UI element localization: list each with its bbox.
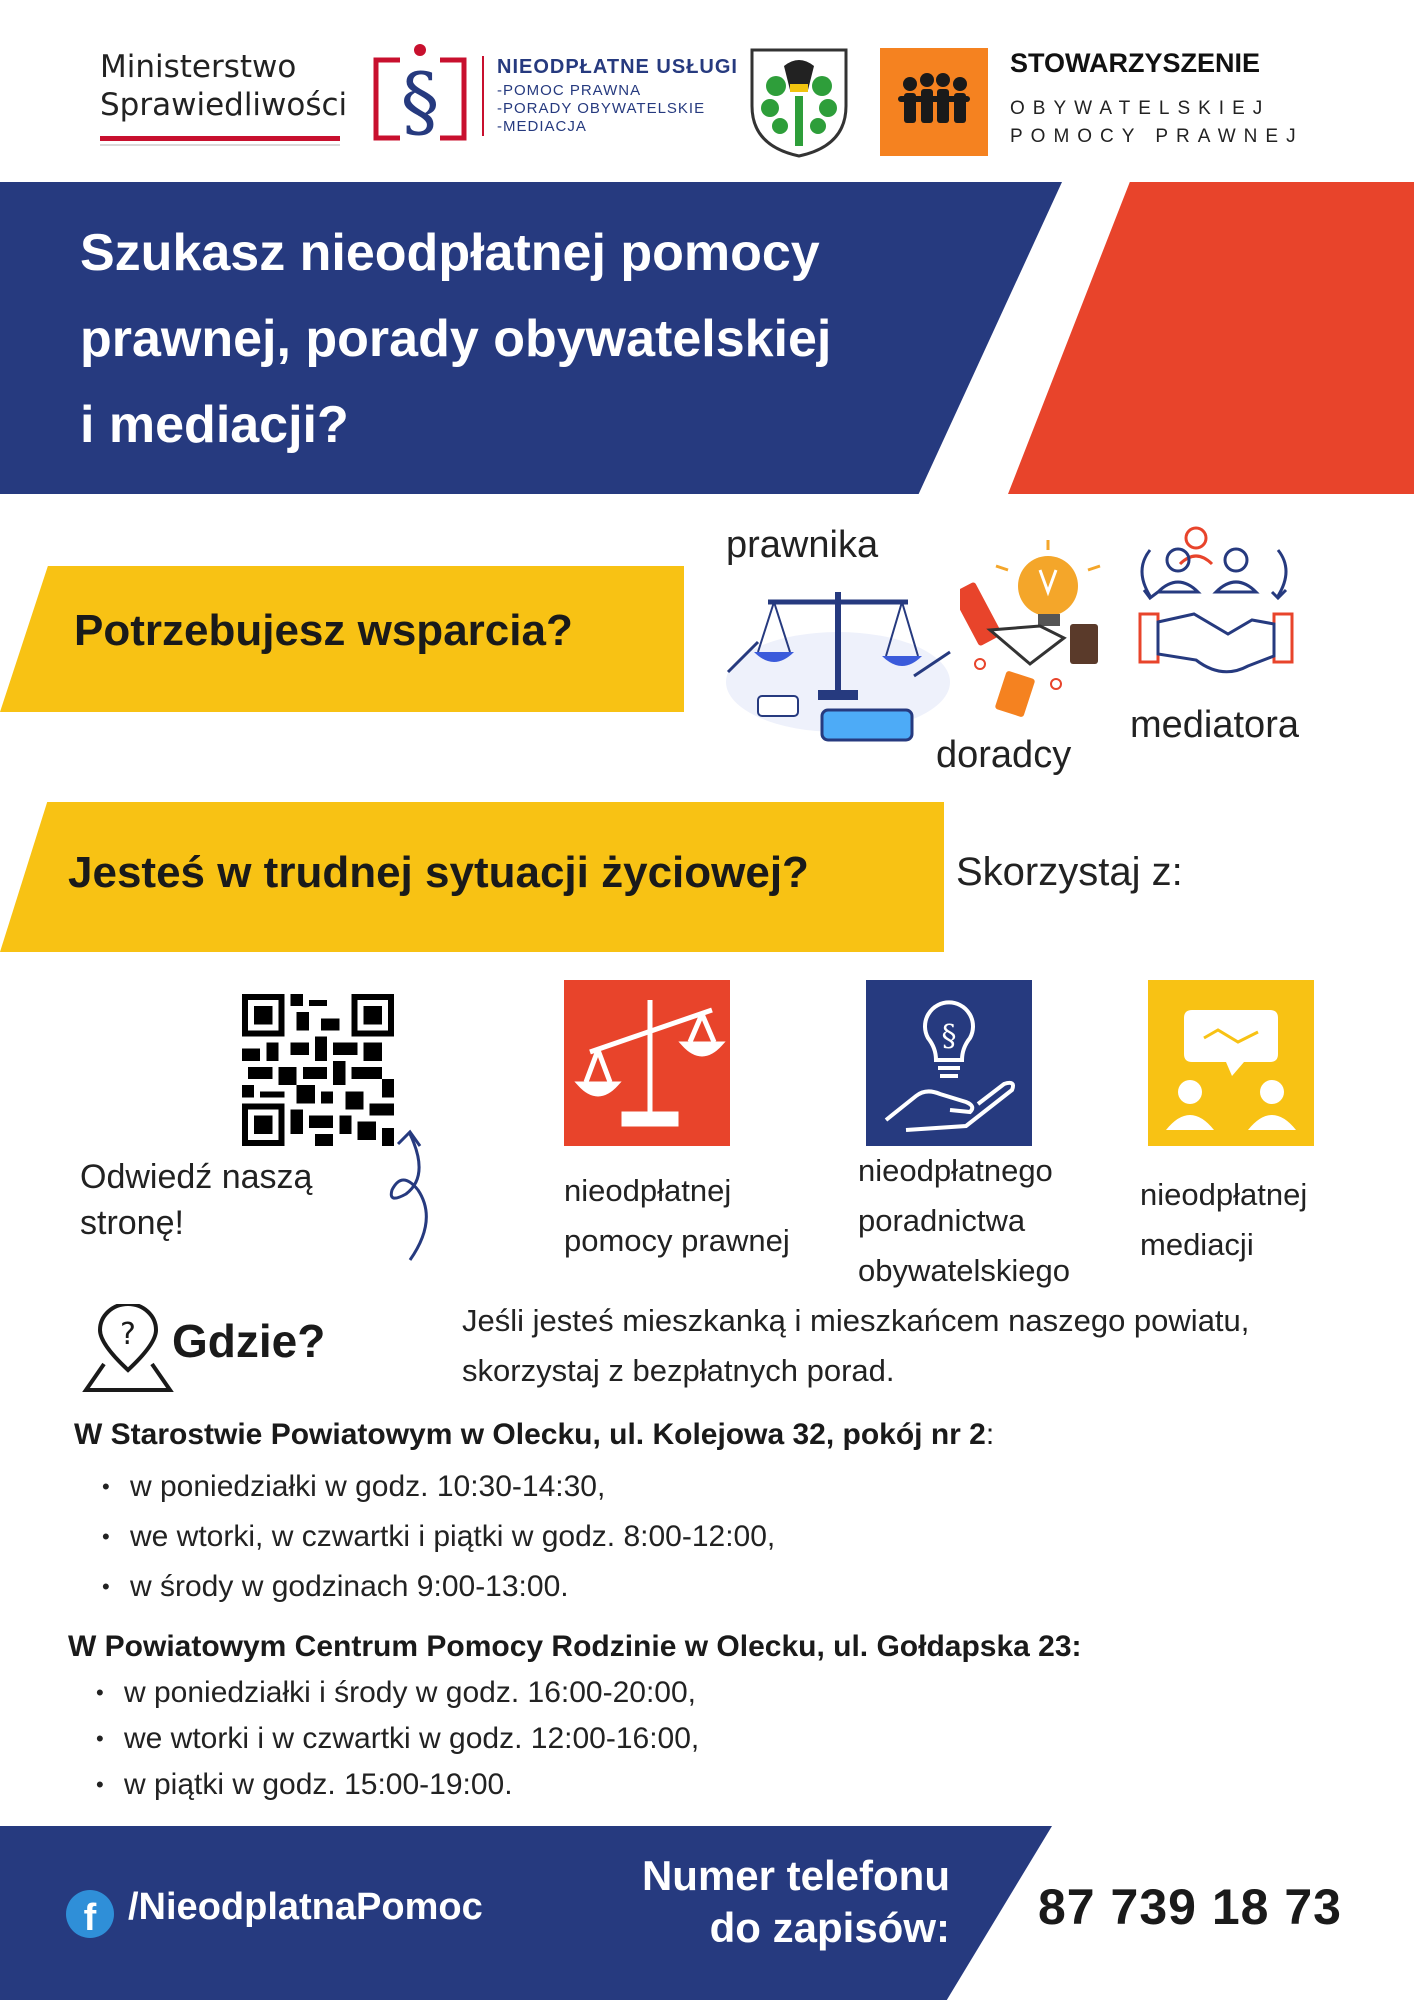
- phone-number[interactable]: 87 739 18 73: [1038, 1879, 1342, 1935]
- mediation-people-chat-icon: [1148, 980, 1314, 1146]
- location-pin-question-icon: [82, 1304, 174, 1394]
- legal-aid-line1: nieodpłatnej: [564, 1173, 732, 1208]
- location1-name: W Starostwie Powiatowym w Olecku, ul. Kolejowa 32, pokój nr 2: [74, 1418, 986, 1451]
- visit-line2: stronę!: [80, 1204, 184, 1242]
- civic-counselling-label: [858, 1146, 1070, 1296]
- ministry-name-line2: Sprawiedliwości: [100, 87, 348, 123]
- location1-heading: [74, 1418, 994, 1452]
- coat-of-arms-icon: [748, 46, 850, 158]
- ministry-name-line1: Ministerstwo: [100, 49, 297, 85]
- location2-heading: W Powiatowym Centrum Pomocy Rodzinie w Olecku, ul. Gołdapska 23:: [68, 1630, 1082, 1663]
- location2-hours-list: [94, 1670, 699, 1808]
- association-title: STOWARZYSZENIE: [1010, 48, 1261, 78]
- where-heading: Gdzie?: [172, 1315, 326, 1367]
- curly-arrow-icon: [380, 1120, 440, 1266]
- ministry-logo-text: [100, 48, 347, 124]
- hero-red-banner: [1008, 182, 1414, 494]
- free-services-line1: -POMOC PRAWNA: [497, 82, 642, 99]
- legal-aid-line2: pomocy prawnej: [564, 1223, 790, 1258]
- list-item: • w piątki w godz. 15:00-19:00.: [124, 1762, 699, 1808]
- legal-aid-scales-icon: [564, 980, 730, 1146]
- mediator-label: mediatora: [1130, 704, 1299, 746]
- qr-code-icon[interactable]: [242, 994, 394, 1146]
- paragraph-logo-icon: [370, 42, 470, 146]
- mediation-line2: mediacji: [1140, 1227, 1254, 1262]
- where-intro-line1: Jeśli jesteś mieszkanką i mieszkańcem naszego powiatu,: [462, 1303, 1250, 1338]
- mediator-people-handshake-icon: [1132, 510, 1300, 690]
- list-item: • w poniedziałki w godz. 10:30-14:30,: [130, 1462, 775, 1512]
- list-item: • w środy w godzinach 9:00-13:00.: [130, 1562, 775, 1612]
- ministry-logo-bar-grey: [100, 144, 340, 146]
- civic-line3: obywatelskiego: [858, 1253, 1070, 1288]
- visit-line1: Odwiedź naszą: [80, 1158, 313, 1196]
- facebook-link[interactable]: /NieodplatnaPomoc: [128, 1886, 483, 1928]
- phone-label: [560, 1850, 950, 1954]
- list-item: • we wtorki i w czwartki w godz. 12:00-16:00,: [124, 1716, 699, 1762]
- list-item: • w poniedziałki i środy w godz. 16:00-20:00,: [124, 1670, 699, 1716]
- visit-website-text: [80, 1154, 312, 1246]
- ministry-logo-bar-red: [100, 136, 340, 141]
- advisor-label: doradcy: [936, 734, 1072, 776]
- location1-hours-list: [100, 1462, 775, 1612]
- hero-title-line2: prawnej, porady obywatelskiej: [80, 310, 832, 368]
- facebook-f-glyph: f: [83, 1897, 97, 1939]
- hero-title: [80, 210, 980, 468]
- people-group-icon: [880, 48, 988, 156]
- list-item: • we wtorki, w czwartki i piątki w godz. 8:00-12:00,: [130, 1512, 775, 1562]
- use-services-text: Skorzystaj z:: [956, 850, 1183, 894]
- phone-label-line1: Numer telefonu: [641, 1852, 950, 1899]
- civic-line1: nieodpłatnego: [858, 1153, 1053, 1188]
- phone-label-line2: do zapisów:: [709, 1904, 950, 1951]
- support-question: Potrzebujesz wsparcia?: [74, 606, 573, 655]
- justice-scales-illustration-icon: [718, 572, 958, 744]
- svg-text:§: §: [941, 1019, 957, 1054]
- advisor-handshake-lightbulb-icon: [960, 534, 1110, 720]
- mediation-label: [1140, 1170, 1307, 1270]
- free-services-line2: -PORADY OBYWATELSKIE: [497, 100, 706, 117]
- free-services-title: NIEODPŁATNE USŁUGI: [497, 56, 738, 78]
- legal-aid-label: [564, 1166, 790, 1266]
- hero-title-line3: i mediacji?: [80, 396, 349, 454]
- lawyer-label: prawnika: [726, 524, 879, 566]
- where-intro-line2: skorzystaj z bezpłatnych porad.: [462, 1353, 895, 1388]
- association-line1: OBYWATELSKIEJ: [1010, 98, 1271, 119]
- svg-text:?: ?: [120, 1317, 136, 1352]
- civic-counselling-bulb-icon: [866, 980, 1032, 1146]
- where-intro: [462, 1296, 1382, 1396]
- mediation-line1: nieodpłatnej: [1140, 1177, 1308, 1212]
- association-line2: POMOCY PRAWNEJ: [1010, 126, 1304, 147]
- civic-line2: poradnictwa: [858, 1203, 1026, 1238]
- location1-colon: :: [985, 1418, 995, 1451]
- svg-text:§: §: [400, 57, 440, 146]
- situation-question: Jesteś w trudnej sytuacji życiowej?: [68, 848, 809, 897]
- hero-title-line1: Szukasz nieodpłatnej pomocy: [80, 224, 820, 282]
- free-services-line3: -MEDIACJA: [497, 118, 587, 135]
- logo-separator: [482, 56, 484, 136]
